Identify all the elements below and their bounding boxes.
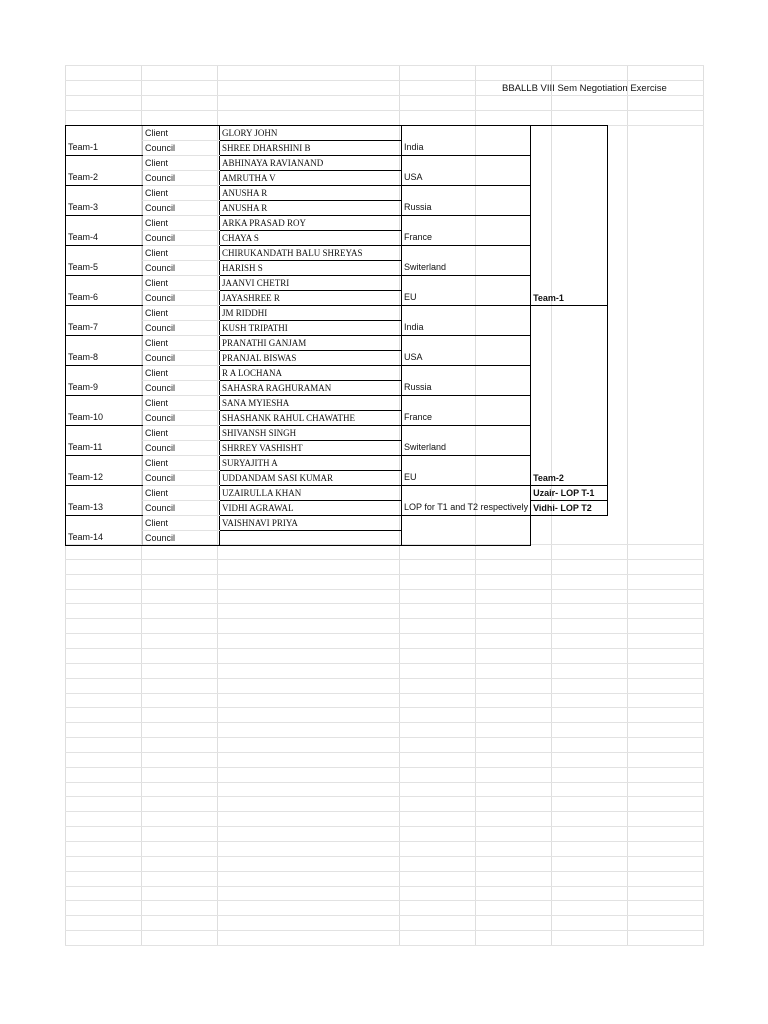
country-cell: France [402,216,531,246]
client-name: ARKA PRASAD ROY [220,216,402,231]
country-cell: LOP for T1 and T2 respectively [402,486,531,516]
role-label-client: Client [143,246,220,261]
team-block-row [66,186,608,201]
role-label-council: Council [143,381,220,396]
council-name: SHRREY VASHISHT [220,441,402,456]
role-label-client: Client [143,276,220,291]
gridline [65,80,704,81]
country-cell: USA [402,336,531,366]
gridline [65,826,704,827]
gridline [65,559,704,560]
team-block-row [66,126,608,141]
role-label-council: Council [143,261,220,276]
country-cell: France [402,396,531,426]
role-label-council: Council [143,201,220,216]
team-label: Team-8 [66,336,143,366]
country-cell [402,516,531,546]
country-cell: India [402,306,531,336]
gridline [65,693,704,694]
council-name: JAYASHREE R [220,291,402,306]
role-label-client: Client [143,426,220,441]
team-block-row [66,486,608,501]
role-label-client: Client [143,216,220,231]
council-name: CHAYA S [220,231,402,246]
country-cell: Switerland [402,426,531,456]
group-label-team-2: Team-2 [531,306,608,486]
team-block-row [66,156,608,171]
council-name: SAHASRA RAGHURAMAN [220,381,402,396]
role-label-client: Client [143,516,220,531]
gridline [65,707,704,708]
team-roster-table [65,125,608,546]
gridline [65,589,704,590]
client-name: SHIVANSH SINGH [220,426,402,441]
gridline [65,633,704,634]
role-label-council: Council [143,171,220,186]
team-label: Team-5 [66,246,143,276]
team-block-row [66,276,608,291]
gridline [65,110,704,111]
role-label-council: Council [143,291,220,306]
client-name: JAANVI CHETRI [220,276,402,291]
team-block-row [66,456,608,471]
gridline [65,574,704,575]
client-name: R A LOCHANA [220,366,402,381]
council-name [220,531,402,546]
team-block-row [66,306,608,321]
council-name: AMRUTHA V [220,171,402,186]
gridline [65,856,704,857]
country-cell: EU [402,276,531,306]
gridline [65,648,704,649]
gridline [65,603,704,604]
team-block-row [66,216,608,231]
group-empty [531,516,608,546]
role-label-client: Client [143,336,220,351]
gridline [65,65,704,66]
lop-note-t1: Uzair- LOP T-1 [531,486,608,501]
council-name: SHREE DHARSHINI B [220,141,402,156]
roster-body [66,126,608,546]
team-label: Team-11 [66,426,143,456]
client-name: GLORY JOHN [220,126,402,141]
team-label: Team-14 [66,516,143,546]
country-cell: Russia [402,186,531,216]
council-name: PRANJAL BISWAS [220,351,402,366]
gridline [65,678,704,679]
gridline [65,767,704,768]
team-label: Team-1 [66,126,143,156]
role-label-council: Council [143,441,220,456]
country-cell: India [402,126,531,156]
role-label-council: Council [143,411,220,426]
gridline [65,722,704,723]
role-label-client: Client [143,456,220,471]
council-name: VIDHI AGRAWAL [220,501,402,516]
client-name: ABHINAYA RAVIANAND [220,156,402,171]
team-label: Team-4 [66,216,143,246]
gridline [65,811,704,812]
role-label-council: Council [143,321,220,336]
gridline [65,796,704,797]
gridline [627,65,628,945]
client-name: ANUSHA R [220,186,402,201]
role-label-council: Council [143,351,220,366]
council-name: ANUSHA R [220,201,402,216]
country-cell: USA [402,156,531,186]
team-label: Team-2 [66,156,143,186]
team-label: Team-10 [66,396,143,426]
gridline [65,663,704,664]
role-label-council: Council [143,531,220,546]
role-label-client: Client [143,366,220,381]
client-name: CHIRUKANDATH BALU SHREYAS [220,246,402,261]
role-label-council: Council [143,501,220,516]
team-label: Team-12 [66,456,143,486]
gridline [65,930,704,931]
country-cell: EU [402,456,531,486]
client-name: PRANATHI GANJAM [220,336,402,351]
gridline [65,900,704,901]
gridline [65,915,704,916]
gridline [65,886,704,887]
country-cell: Russia [402,366,531,396]
role-label-client: Client [143,486,220,501]
gridline [65,841,704,842]
gridline [65,945,704,946]
gridline [703,65,704,945]
role-label-council: Council [143,231,220,246]
team-block-row [66,516,608,531]
role-label-client: Client [143,156,220,171]
gridline [65,871,704,872]
council-name: UDDANDAM SASI KUMAR [220,471,402,486]
gridline [65,737,704,738]
team-block-row [66,336,608,351]
role-label-client: Client [143,306,220,321]
gridline [65,752,704,753]
client-name: JM RIDDHI [220,306,402,321]
role-label-client: Client [143,186,220,201]
team-label: Team-3 [66,186,143,216]
council-name: HARISH S [220,261,402,276]
client-name: UZAIRULLA KHAN [220,486,402,501]
client-name: SURYAJITH A [220,456,402,471]
team-block-row [66,246,608,261]
team-label: Team-9 [66,366,143,396]
client-name: SANA MYIESHA [220,396,402,411]
team-block-row [66,366,608,381]
role-label-client: Client [143,396,220,411]
role-label-council: Council [143,141,220,156]
lop-note-t2: Vidhi- LOP T2 [531,501,608,516]
council-name: KUSH TRIPATHI [220,321,402,336]
client-name: VAISHNAVI PRIYA [220,516,402,531]
team-label: Team-7 [66,306,143,336]
group-label-team-1: Team-1 [531,126,608,306]
team-label: Team-13 [66,486,143,516]
gridline [65,782,704,783]
council-name: SHASHANK RAHUL CHAWATHE [220,411,402,426]
gridline [65,618,704,619]
team-block-row [66,426,608,441]
role-label-council: Council [143,471,220,486]
team-block-row [66,396,608,411]
team-label: Team-6 [66,276,143,306]
page-title: BBALLB VIII Sem Negotiation Exercise [502,83,667,94]
role-label-client: Client [143,126,220,141]
country-cell: Switerland [402,246,531,276]
